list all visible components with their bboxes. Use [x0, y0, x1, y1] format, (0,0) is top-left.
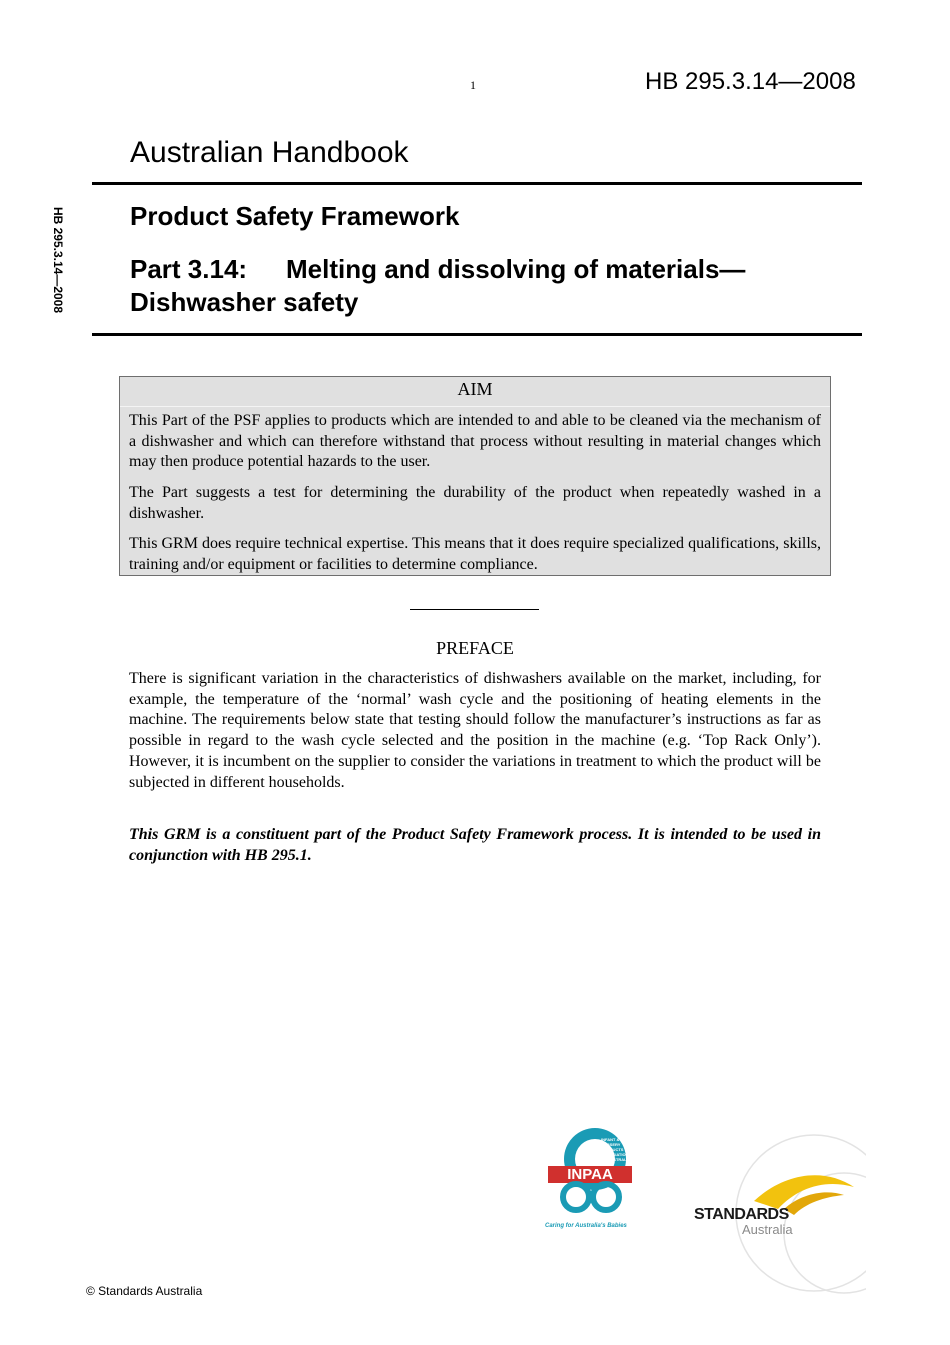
title-rule-top	[92, 182, 862, 185]
inpaa-acronym: INPAA	[567, 1166, 613, 1183]
document-id: HB 295.3.14—2008	[645, 68, 856, 95]
preface-body: There is significant variation in the characteristics of dishwashers available on the market, including, for example, the temperature of the ‘normal’ wash cycle and the positioning of heating elements in the machine. The requirements below state that testing should follow the manufacturer’s instructions as far as possible in regard to the wash cycle selected and the position in the machine (e.g. ‘Top Rack Only’). However, it is incumbent on the supplier to consider the variations in treatment to which the product will be subjected in different households.	[129, 670, 821, 791]
series-title: Australian Handbook	[130, 136, 409, 169]
aim-paragraph-3: This GRM does require technical expertise. This means that it does require specialized qualifications, skills, training and/or equipment or facilities to determine compliance.	[129, 535, 821, 573]
inpaa-tagline: Caring for Australia's Babies	[545, 1223, 627, 1229]
page-number: 1	[470, 78, 476, 92]
part-title-line1: Melting and dissolving of materials—	[286, 254, 746, 284]
standards-australia-logo	[694, 1123, 866, 1295]
section-divider	[410, 609, 539, 610]
inpaa-logo	[545, 1125, 645, 1240]
aim-paragraph-2: The Part suggests a test for determining the durability of the product when repeatedly washed in a dishwasher.	[129, 484, 821, 522]
aim-divider	[120, 406, 830, 407]
part-number: Part 3.14:	[130, 254, 248, 284]
title-rule-bottom	[92, 333, 862, 336]
standards-logo-word: STANDARDS	[694, 1206, 789, 1223]
aim-box	[119, 376, 831, 576]
preface-heading: PREFACE	[436, 638, 514, 658]
inpaa-wheel-left	[563, 1184, 589, 1210]
spine-label-text: HB 295.3.14—2008	[51, 206, 65, 314]
preface-note: This GRM is a constituent part of the Product Safety Framework process. It is intended to be used in conjunction with HB 295.1.	[129, 826, 821, 864]
inpaa-ring-text: INFANT & NURSERY PRODUCTS ASSOCIATION OF AUSTRALIA	[601, 1137, 631, 1162]
aim-paragraph-1: This Part of the PSF applies to products which are intended to and able to be cleaned via the mechanism of a dishwasher and which can therefore withstand that process without resulting in material changes which may then produce potential hazards to the user.	[129, 412, 821, 470]
part-title-line2: Dishwasher safety	[130, 287, 359, 317]
framework-title: Product Safety Framework	[130, 201, 460, 231]
standards-logo-subword: Australia	[742, 1222, 793, 1237]
aim-heading: AIM	[457, 379, 493, 399]
copyright-notice: © Standards Australia	[86, 1284, 203, 1298]
